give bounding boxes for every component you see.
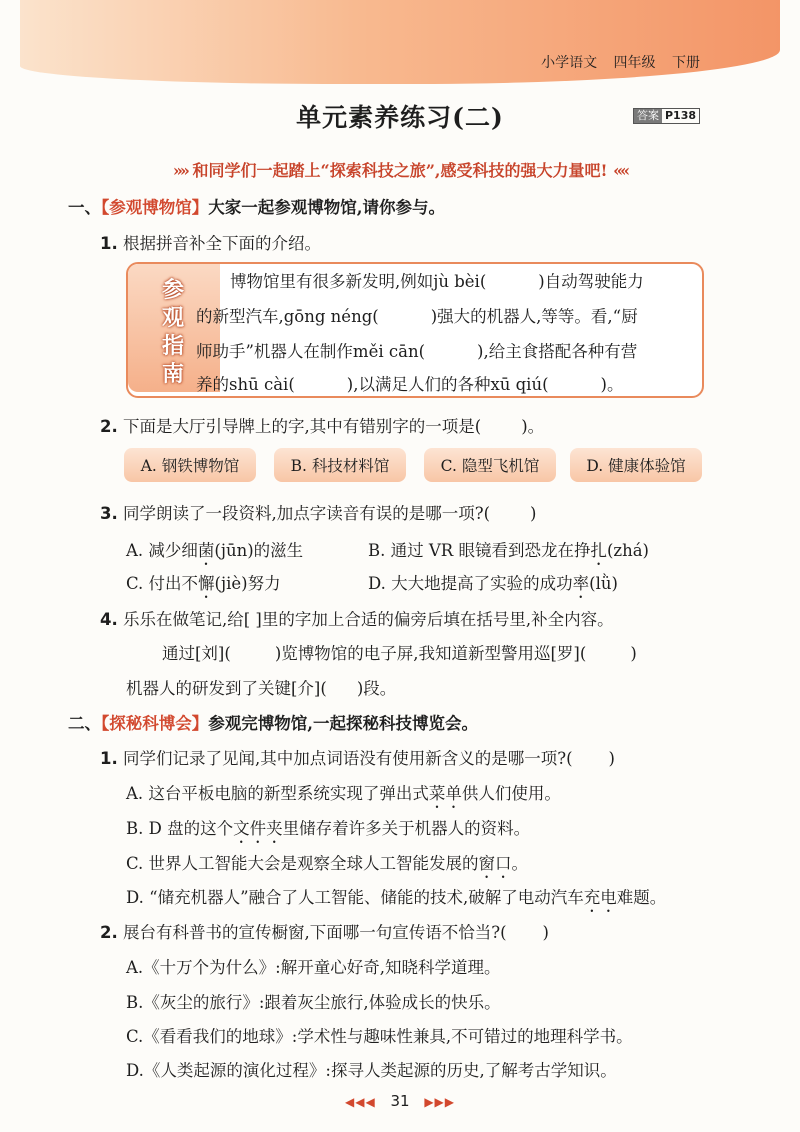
option-text: 里储存着许多关于机器人的资料。 [282, 819, 531, 838]
q4-line-2 [126, 675, 396, 699]
grade-label: 四年级 [613, 55, 656, 71]
header-meta [529, 52, 700, 72]
q5-option-a[interactable] [126, 780, 561, 812]
dotted-char: 扎 [590, 541, 607, 560]
q3-option-b[interactable] [368, 537, 649, 569]
answer-page: P138 [665, 109, 697, 122]
guide-text: )自动驾驶能力 [538, 272, 644, 291]
guide-label-char: 观 [161, 305, 184, 331]
guide-text: ),以满足人们的各种xū qiú( [346, 375, 549, 394]
guide-line-4 [196, 371, 623, 395]
option-text: 供人们使用。 [461, 784, 561, 803]
q5-option-b[interactable] [126, 815, 530, 847]
question-number: 1. [100, 234, 118, 253]
option-text: (jūn)的滋生 [214, 541, 304, 560]
q4-text: ) [630, 644, 637, 663]
section-number: 二、 [68, 714, 101, 733]
question-2-1 [100, 745, 615, 769]
guide-label-char: 参 [161, 277, 184, 303]
question-number: 2. [100, 417, 118, 436]
option-text: A. 减少细 [126, 541, 198, 560]
section-tag: 【参观博物馆】 [101, 198, 209, 217]
q4-text: )段。 [356, 679, 397, 698]
guide-text: )。 [600, 375, 624, 394]
question-1-2 [100, 413, 544, 437]
q5-option-d[interactable] [126, 884, 666, 916]
q4-text: 通过[刘]( [162, 644, 231, 663]
answer-tag [633, 108, 700, 124]
q6-option-b[interactable] [126, 989, 501, 1013]
guide-text: 博物馆里有很多新发明,例如jù bèi( [230, 272, 487, 291]
q5-option-c[interactable] [126, 850, 528, 882]
dotted-char: 率 [572, 574, 590, 593]
option-text: (zhá) [606, 541, 649, 560]
answer-label: 答案 [634, 109, 662, 123]
option-text: 难题。 [616, 888, 667, 907]
option-text: B. 通过 VR 眼镜看到恐龙在挣 [368, 541, 591, 560]
option-text: D. 大大地提高了实验的成功 [368, 574, 573, 593]
motto-text: 和同学们一起踏上“探索科技之旅”,感受科技的强大力量吧! [192, 161, 608, 180]
dotted-char: 菌 [197, 541, 215, 560]
question-text: 根据拼音补全下面的介绍。 [123, 234, 321, 253]
question-text: 下面是大厅引导牌上的字,其中有错别字的一项是( [123, 417, 482, 436]
section-text: 参观完博物馆,一起探秘科技博览会。 [208, 714, 478, 733]
q4-text: 机器人的研发到了关键[介]( [126, 679, 327, 698]
motto-right-mark: « [613, 161, 621, 180]
question-text: 同学们记录了见闻,其中加点词语没有使用新含义的是哪一项?( [123, 749, 573, 768]
question-number: 1. [100, 749, 118, 768]
option-label: A. 钢铁博物馆 [140, 457, 240, 475]
motto-left-mark: » [172, 161, 180, 180]
guide-label [155, 276, 191, 388]
page-title: 单元素养练习(二) [296, 103, 504, 132]
guide-text: 师助手”机器人在制作měi cān( [196, 342, 426, 361]
dotted-word: 充电 [583, 888, 617, 907]
guide-line-1 [230, 268, 644, 292]
dotted-char: 懈 [198, 574, 215, 593]
question-2-2 [100, 919, 549, 943]
section-1-heading [68, 194, 445, 218]
q3-option-a[interactable] [126, 537, 303, 569]
q4-text: )览博物馆的电子屏,我知道新型警用巡[罗]( [274, 644, 587, 663]
dotted-word: 窗口 [478, 854, 512, 873]
option-text: A.《十万个为什么》:解开童心好奇,知晓科学道理。 [126, 958, 501, 977]
option-text: 。 [511, 854, 529, 873]
subject-label: 小学语文 [541, 55, 598, 71]
option-label: D. 健康体验馆 [586, 457, 686, 475]
question-1-4 [100, 606, 614, 630]
option-text: C. 世界人工智能大会是观察全球人工智能发展的 [126, 854, 479, 873]
q4-line-1 [162, 640, 637, 664]
guide-text: 养的shū cài( [196, 375, 295, 394]
guide-text: 的新型汽车,gōng néng( [196, 307, 379, 326]
option-a[interactable] [124, 448, 256, 482]
page-footer [0, 1092, 800, 1110]
dotted-word: 文件夹 [233, 819, 283, 838]
section-text: 大家一起参观博物馆,请你参与。 [208, 198, 445, 217]
page-number: 31 [390, 1092, 410, 1110]
left-arrows-icon: ◀◀◀ [344, 1095, 376, 1109]
question-text: 同学朗读了一段资料,加点字读音有误的是哪一项?( [123, 504, 491, 523]
question-number: 4. [100, 610, 118, 629]
question-text: 乐乐在做笔记,给[ ]里的字加上合适的偏旁后填在括号里,补全内容。 [123, 610, 614, 629]
question-text: 展台有科普书的宣传橱窗,下面哪一句宣传语不恰当?( [123, 923, 507, 942]
guide-text: ),给主食搭配各种有营 [477, 342, 638, 361]
q6-option-c[interactable] [126, 1023, 633, 1047]
question-text: ) [530, 504, 537, 523]
option-text: B. D 盘的这个 [126, 819, 234, 838]
guide-label-char: 指 [161, 333, 184, 359]
guide-line-3 [196, 338, 637, 362]
option-text: A. 这台平板电脑的新型系统实现了弹出式 [126, 784, 429, 803]
q3-option-d[interactable] [368, 570, 618, 602]
question-text: )。 [521, 417, 545, 436]
guide-label-char: 南 [161, 361, 184, 387]
option-text: (lǜ) [589, 574, 618, 593]
option-c[interactable] [424, 448, 556, 482]
option-text: C.《看看我们的地球》:学术性与趣味性兼具,不可错过的地理科学书。 [126, 1027, 633, 1046]
q6-option-d[interactable] [126, 1057, 617, 1081]
guide-text: )强大的机器人,等等。看,“厨 [430, 307, 638, 326]
option-text: C. 付出不 [126, 574, 199, 593]
question-number: 3. [100, 504, 118, 523]
option-d[interactable] [570, 448, 702, 482]
question-text: ) [608, 749, 615, 768]
question-number: 2. [100, 923, 118, 942]
volume-label: 下册 [672, 55, 700, 71]
option-label: C. 隐型飞机馆 [440, 457, 540, 475]
option-text: (jiè)努力 [214, 574, 281, 593]
option-text: D. “储充机器人”融合了人工智能、储能的技术,破解了电动汽车 [126, 888, 584, 907]
option-text: B.《灰尘的旅行》:跟着灰尘旅行,体验成长的快乐。 [126, 993, 501, 1012]
q6-option-a[interactable] [126, 954, 500, 978]
section-number: 一、 [68, 198, 101, 217]
section-2-heading [68, 710, 478, 734]
section-tag: 【探秘科博会】 [101, 714, 209, 733]
motto: »» 和同学们一起踏上“探索科技之旅”,感受科技的强大力量吧! «« [172, 161, 628, 180]
q3-option-c[interactable] [126, 570, 281, 602]
option-label: B. 科技材料馆 [290, 457, 390, 475]
option-text: D.《人类起源的演化过程》:探寻人类起源的历史,了解考古学知识。 [126, 1061, 617, 1080]
option-b[interactable] [274, 448, 406, 482]
question-1-3 [100, 500, 536, 524]
question-text: ) [542, 923, 549, 942]
question-1-1 [100, 230, 321, 254]
dotted-word: 菜单 [428, 784, 462, 803]
guide-line-2 [196, 303, 638, 327]
right-arrows-icon: ▶▶▶ [424, 1095, 456, 1109]
